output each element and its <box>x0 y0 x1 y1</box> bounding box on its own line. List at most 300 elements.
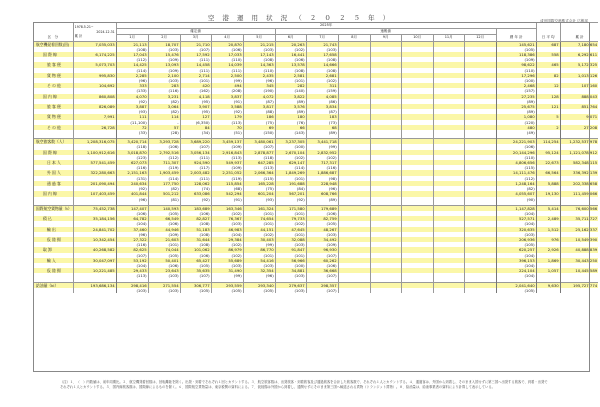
month-value: 3,018,870 <box>116 150 148 155</box>
month-value: 3,480,061 <box>243 139 275 145</box>
month-value: 3,887 <box>116 104 148 109</box>
organization-label: 成田国際空港株式会社 広報部 <box>540 19 588 23</box>
month-value: 66 <box>275 125 306 130</box>
month-value: 18,707 <box>148 41 180 47</box>
year-header: 2025年 <box>116 23 536 29</box>
month-header: 11月 <box>433 35 464 41</box>
month-yoy-ratio: (115) <box>243 176 275 181</box>
month-value: 3,293,728 <box>148 139 180 145</box>
month-header: 4月 <box>211 35 243 41</box>
month-yoy-ratio: (102) <box>243 232 275 237</box>
month-value: 66,549 <box>148 216 180 221</box>
table-row-ratio <box>33 288 598 293</box>
month-value: 647,285 <box>243 160 275 165</box>
daily-average-value: 114,254 <box>536 139 560 145</box>
month-yoy-ratio <box>338 288 370 293</box>
month-value: 924,590 <box>180 160 211 165</box>
cumulative-value: 75,452,738 <box>73 205 116 211</box>
row-label: 日 本 人 <box>33 160 73 165</box>
year-total-value: 2,468 <box>496 83 536 88</box>
month-yoy-ratio: (112) <box>148 155 180 160</box>
cumulative-value: 107,403,459 <box>73 191 116 196</box>
month-value: 171,580 <box>275 205 306 211</box>
month-value: 111 <box>116 114 148 119</box>
month-yoy-ratio <box>401 288 433 293</box>
row-label-blank <box>33 288 73 293</box>
month-yoy-ratio: (103) <box>211 263 243 268</box>
grand-total-value: 202,338,658 <box>560 181 598 186</box>
cumulative-value: 104,692 <box>73 83 116 88</box>
month-value: 31,490 <box>211 268 243 273</box>
grand-total-header: 累 計 <box>560 23 598 42</box>
month-value: 3,837 <box>211 94 243 99</box>
month-yoy-ratio: (76) <box>275 120 306 125</box>
year-total-yoy-ratio: (104) <box>496 263 536 268</box>
daily-average-value: 121 <box>536 104 560 109</box>
month-yoy-ratio: (34) <box>180 130 211 135</box>
month-yoy-ratio: (92) <box>116 186 148 191</box>
year-total-yoy-ratio: (109) <box>496 57 536 62</box>
footnote-line: それぞれ１人とカウントする。５．国内線旅客数は、国際線によるものを除く。６．国際航空貨物量は、東京税関の資料による。７．仮陸揚は外国から到着し、通関せずにそのまま第三国へ輸送される貨物（トランジット貨物）。８．給油量は、給油事業者の資料により計算して表示している。 <box>60 385 495 389</box>
daily-average-value: 66,564 <box>536 170 560 175</box>
month-yoy-ratio: (116) <box>148 88 180 93</box>
month-yoy-ratio: (103) <box>306 232 338 237</box>
month-value: 79,733 <box>275 216 306 221</box>
daily-average-value: 5,414 <box>536 205 560 211</box>
month-yoy-ratio: (88) <box>243 109 275 114</box>
grand-total-value: 5,172,325 <box>560 62 598 67</box>
month-yoy-ratio: (106) <box>275 57 306 62</box>
cumulative-value: 7,991 <box>73 114 116 119</box>
month-yoy-ratio: (86) <box>306 99 338 104</box>
month-value: 3,588 <box>211 104 243 109</box>
month-value: 2,435 <box>243 73 275 78</box>
row-label: 貨 物 便 <box>33 114 73 119</box>
month-header: 6月 <box>275 35 306 41</box>
month-yoy-ratio: (101) <box>243 221 275 226</box>
year-total-yoy-ratio: (112) <box>496 176 536 181</box>
month-yoy-ratio: (108) <box>180 221 211 226</box>
row-label: 貨 物 便 <box>33 73 73 78</box>
year-total-value: 27,235 <box>496 94 536 99</box>
month-yoy-ratio: (100) <box>275 144 306 149</box>
cumulative-header <box>73 23 116 42</box>
month-value: 420 <box>180 83 211 88</box>
month-yoy-ratio: (150) <box>243 130 275 135</box>
daily-average-value: 687 <box>536 41 560 47</box>
daily-average-value: 5,888 <box>536 181 560 186</box>
month-value: 54,416 <box>243 258 275 263</box>
year-total-value: 206,936 <box>496 237 536 242</box>
month-yoy-ratio: (159) <box>306 88 338 93</box>
month-value: 240,634 <box>116 181 148 186</box>
month-yoy-ratio: (106) <box>148 144 180 149</box>
month-yoy-ratio: (105) <box>180 263 211 268</box>
month-value: 128,062 <box>180 181 211 186</box>
year-total-header: 暦 年 計 <box>496 29 536 41</box>
month-yoy-ratio: (96) <box>243 273 275 278</box>
month-value: 17,658 <box>306 52 338 57</box>
month-value: 17,033 <box>211 52 243 57</box>
month-value: 633,086 <box>180 191 211 196</box>
month-yoy-ratio: (108) <box>306 68 338 73</box>
month-yoy-ratio: (102) <box>275 47 306 52</box>
month-yoy-ratio: (131) <box>116 176 148 181</box>
year-total-yoy-ratio: (106) <box>496 144 536 149</box>
month-yoy-ratio: (102) <box>306 155 338 160</box>
month-value: 29,433 <box>116 268 148 273</box>
footnote-line: （注）１．（ ）内数値は、前年同期比。２．航空機発着回数は、回転離陸を除く。出発・到着でそれぞれ１回とカウントする。３．航空旅客数は、出発旅客・到着旅客及び通過旅客を合計した旅客数で、それぞれ１人とカウントする。４．通過客は、外国から到着し、そのまま入国せずに第三国へ出発する旅客で、到着・出発で <box>60 380 548 384</box>
year-total-value: 118,386 <box>496 52 536 57</box>
cumulative-value: 826,089 <box>73 104 116 109</box>
month-yoy-ratio: (143) <box>275 130 306 135</box>
month-yoy-ratio: (11,100) <box>116 120 148 125</box>
month-value: 14,363 <box>243 62 275 67</box>
year-total-value: 145,621 <box>496 41 536 47</box>
year-total-value: 396,153 <box>496 258 536 263</box>
month-value: 165,228 <box>243 181 275 186</box>
year-total-value: 14,111,476 <box>496 170 536 175</box>
month-yoy-ratio: (103) <box>116 288 148 293</box>
month-value: 3,064 <box>148 104 180 109</box>
month-yoy-ratio: (82) <box>148 109 180 114</box>
month-header: 3月 <box>180 35 211 41</box>
month-yoy-ratio: (108) <box>243 57 275 62</box>
month-yoy-ratio: (92) <box>180 197 211 202</box>
month-value: 1,903,459 <box>148 170 180 175</box>
month-yoy-ratio: (108) <box>116 47 148 52</box>
cumulative-blank <box>73 288 116 293</box>
cumulative-value: 26,728 <box>73 125 116 130</box>
month-yoy-ratio: (106) <box>211 47 243 52</box>
row-label: 国 際 線 <box>33 150 73 155</box>
month-value: 29,384 <box>211 237 243 242</box>
grand-total-value: 111,459,066 <box>560 191 598 196</box>
month-yoy-ratio: (107) <box>306 288 338 293</box>
month-value: 31,644 <box>180 237 211 242</box>
month-yoy-ratio: (98) <box>306 176 338 181</box>
month-value: 279,637 <box>275 282 306 288</box>
row-label: 国際航空貨物量（t） <box>33 205 73 211</box>
month-value: 82,827 <box>180 216 211 221</box>
month-yoy-ratio: (105) <box>211 288 243 293</box>
year-total-value: 25,675 <box>496 104 536 109</box>
month-value: 15,476 <box>148 52 180 57</box>
month-yoy-ratio: (109) <box>211 165 243 170</box>
month-yoy-ratio: (101) <box>275 176 306 181</box>
row-label: 仮 陸 揚 <box>33 237 73 242</box>
month-yoy-ratio: (108) <box>275 68 306 73</box>
month-value: 2,670,104 <box>275 150 306 155</box>
month-yoy-ratio: (99) <box>306 144 338 149</box>
preliminary-values-header: 速報値 <box>275 29 496 35</box>
month-yoy-ratio: (92) <box>116 99 148 104</box>
year-total-yoy-ratio: (120) <box>496 120 536 125</box>
month-yoy-ratio: (104) <box>116 221 148 226</box>
month-yoy-ratio: (107) <box>306 273 338 278</box>
year-total-value: 620,257 <box>496 247 536 252</box>
grand-total-blank <box>560 288 598 293</box>
cumulative-value: 40,268,582 <box>73 247 116 252</box>
month-value: 27,322 <box>116 237 148 242</box>
year-total-value: 4,055,607 <box>496 191 536 196</box>
row-label: 輸 入 <box>33 258 73 263</box>
month-value: 115,854 <box>211 181 243 186</box>
month-value: 74,044 <box>148 247 180 252</box>
month-header: 7月 <box>306 35 338 41</box>
month-yoy-ratio: (116) <box>116 242 148 247</box>
month-yoy-ratio: (118) <box>116 144 148 149</box>
year-total-yoy-ratio: (110) <box>496 68 536 73</box>
month-yoy-ratio: (73) <box>306 120 338 125</box>
month-value: 2,151,163 <box>116 170 148 175</box>
month-yoy-ratio: (119) <box>211 176 243 181</box>
month-value: 4,085 <box>306 94 338 99</box>
month-yoy-ratio: (103) <box>148 78 180 83</box>
month-yoy-ratio: (102) <box>275 221 306 226</box>
month-value: 13,578 <box>275 62 306 67</box>
year-total-yoy-ratio: (110) <box>496 155 536 160</box>
row-label: 外 国 人 <box>33 170 73 175</box>
month-value: 21,710 <box>180 41 211 47</box>
year-total-yoy-ratio: (104) <box>496 253 536 258</box>
month-value: 82,759 <box>306 216 338 221</box>
grand-total-value: 25,162,337 <box>560 227 598 232</box>
month-yoy-ratio <box>464 288 496 293</box>
month-value: 2,581 <box>275 73 306 78</box>
month-yoy-ratio: (103) <box>148 273 180 278</box>
daily-average-value: 95,124 <box>536 150 560 155</box>
month-yoy-ratio: (111) <box>180 176 211 181</box>
month-value: 3,420,714 <box>116 139 148 145</box>
month-value: 2,500 <box>211 73 243 78</box>
row-label: そ の 他 <box>33 125 73 130</box>
month-value: 3,817 <box>243 104 275 109</box>
month-value: 21,603 <box>148 237 180 242</box>
month-value: 14,458 <box>180 62 211 67</box>
month-value: 567,201 <box>275 191 306 196</box>
month-yoy-ratio: (93) <box>243 197 275 202</box>
grand-total-value: 582,348,115 <box>560 160 598 165</box>
month-value: 2,003,482 <box>180 170 211 175</box>
cumulative-value: 860,808 <box>73 94 116 99</box>
year-total-yoy-ratio: (105) <box>496 242 536 247</box>
year-total-value: 2,041,640 <box>496 282 536 288</box>
month-value: 401,844 <box>116 191 148 196</box>
month-yoy-ratio: (96) <box>116 232 148 237</box>
month-yoy-ratio: (107) <box>180 144 211 149</box>
year-total-yoy-ratio: (105) <box>496 288 536 293</box>
month-yoy-ratio: (87) <box>306 109 338 114</box>
month-value: 161,324 <box>243 205 275 211</box>
month-value: 2,832,952 <box>306 150 338 155</box>
month-value: 55,689 <box>211 258 243 263</box>
row-label: 国 際 線 <box>33 52 73 57</box>
month-yoy-ratio: (106) <box>148 221 180 226</box>
month-value: 57 <box>148 125 180 130</box>
month-value: 2,878,877 <box>243 150 275 155</box>
month-yoy-ratio: (162) <box>180 88 211 93</box>
cumulative-value: 10,342,454 <box>73 237 116 242</box>
grand-total-value: 30,443,250 <box>560 258 598 263</box>
month-value: 70 <box>211 125 243 130</box>
grand-total-value: 336,392,139 <box>560 170 598 175</box>
month-yoy-ratio: (101) <box>243 211 275 216</box>
year-total-yoy-ratio: (157) <box>496 88 536 93</box>
month-yoy-ratio: (82) <box>148 99 180 104</box>
daily-average-value: 465 <box>536 62 560 67</box>
month-yoy-ratio: (105) <box>148 253 180 258</box>
month-yoy-ratio: (111) <box>211 68 243 73</box>
month-value: 114 <box>148 114 180 119</box>
month-value: 21,215 <box>243 41 275 47</box>
month-header: 2月 <box>148 35 180 41</box>
month-yoy-ratio: (111) <box>180 57 211 62</box>
month-value: 60,262 <box>306 258 338 263</box>
month-yoy-ratio: (103) <box>275 242 306 247</box>
month-yoy-ratio: (101) <box>180 78 211 83</box>
month-header: 8月 <box>338 35 370 41</box>
daily-average-value: 1,869 <box>536 258 560 263</box>
daily-average-value: 19,130 <box>536 191 560 196</box>
daily-average-value: 82 <box>536 73 560 78</box>
month-yoy-ratio: (105) <box>180 288 211 293</box>
month-yoy-ratio: (102) <box>211 253 243 258</box>
month-value: 345 <box>243 83 275 88</box>
row-label: 給油量（kl） <box>33 282 73 288</box>
month-yoy-ratio: (95) <box>180 99 211 104</box>
row-label: 仮 陸 揚 <box>33 268 73 273</box>
month-value: 494 <box>211 83 243 88</box>
cumulative-value: 322,280,663 <box>73 170 116 175</box>
month-value: 282 <box>275 83 306 88</box>
month-value: 82,625 <box>116 247 148 252</box>
year-total-value: 224,104 <box>496 268 536 273</box>
grand-total-value: 40,888,839 <box>560 247 598 252</box>
month-value: 32,354 <box>243 268 275 273</box>
month-yoy-ratio: (51) <box>211 130 243 135</box>
month-value: 183 <box>306 114 338 119</box>
month-yoy-ratio: (106) <box>306 263 338 268</box>
month-yoy-ratio: (113) <box>211 155 243 160</box>
month-value: 17,592 <box>180 52 211 57</box>
grand-total-value: 76,600,566 <box>560 205 598 211</box>
month-value: 629,147 <box>275 160 306 165</box>
month-yoy-ratio: (109) <box>306 242 338 247</box>
daily-average-value: 2 <box>536 125 560 130</box>
month-yoy-ratio: (105) <box>243 288 275 293</box>
daily-average-header: 日 平 均 <box>536 23 560 42</box>
cumulative-label: 累 計 <box>74 33 83 38</box>
month-yoy-ratio: (107) <box>306 253 338 258</box>
month-yoy-ratio: (103) <box>275 273 306 278</box>
year-total-yoy-ratio: (115) <box>496 165 536 170</box>
grand-total-value: 6,292,611 <box>560 52 598 57</box>
month-yoy-ratio: (107) <box>180 273 211 278</box>
month-yoy-ratio: (102) <box>275 155 306 160</box>
row-label: 国 内 線 <box>33 94 73 99</box>
month-yoy-ratio: (116) <box>116 165 148 170</box>
month-yoy-ratio: (108) <box>306 57 338 62</box>
month-value: 2,066,364 <box>243 170 275 175</box>
month-yoy-ratio: (91) <box>211 99 243 104</box>
month-value: 140,593 <box>148 205 180 211</box>
month-value: 21,743 <box>306 41 338 47</box>
month-value: 46,983 <box>211 227 243 232</box>
month-yoy-ratio: (92) <box>275 197 306 202</box>
year-total-value: 1,147,828 <box>496 205 536 211</box>
category-header: 区 分 <box>33 23 73 42</box>
cumulative-value: 201,090,494 <box>73 181 116 186</box>
month-value: 86,979 <box>211 247 243 252</box>
month-yoy-ratio: (102) <box>211 211 243 216</box>
cumulative-value: 1,208,316,075 <box>73 139 116 145</box>
month-value: 34,881 <box>275 268 306 273</box>
year-total-value: 1,248,164 <box>496 181 536 186</box>
month-value: 32,088 <box>275 237 306 242</box>
month-yoy-ratio: (106) <box>306 211 338 216</box>
month-value: 306,777 <box>180 282 211 288</box>
grand-total-value: 851,764 <box>560 104 598 109</box>
month-value: 4,070 <box>116 94 148 99</box>
month-yoy-ratio: (75) <box>243 120 275 125</box>
month-value: 2,100 <box>148 73 180 78</box>
month-value: 180 <box>275 114 306 119</box>
daily-average-value: 12 <box>536 83 560 88</box>
grand-total-value: 10,445,589 <box>560 268 598 273</box>
month-value: 542,294 <box>211 191 243 196</box>
month-value: 13,093 <box>148 62 180 67</box>
month-yoy-ratio: (96) <box>116 78 148 83</box>
year-total-yoy-ratio: (89) <box>496 99 536 104</box>
month-value: 72 <box>116 125 148 130</box>
month-yoy-ratio: (103) <box>306 47 338 52</box>
month-value: 14,425 <box>116 62 148 67</box>
cumulative-value: 7,035,033 <box>73 41 116 47</box>
month-yoy-ratio: (111) <box>180 155 211 160</box>
cumulative-value: 577,541,459 <box>73 160 116 165</box>
month-yoy-ratio: (103) <box>275 288 306 293</box>
month-yoy-ratio: (107) <box>180 47 211 52</box>
row-label: 国 内 線 <box>33 191 73 196</box>
month-value: 711,307 <box>148 160 180 165</box>
month-yoy-ratio: (100) <box>275 263 306 268</box>
month-yoy-ratio: (96) <box>306 186 338 191</box>
year-total-yoy-ratio: (103) <box>496 232 536 237</box>
month-yoy-ratio: (91) <box>211 197 243 202</box>
year-total-yoy-ratio: (104) <box>496 211 536 216</box>
month-value: 30,403 <box>243 237 275 242</box>
month-yoy-ratio: (103) <box>243 47 275 52</box>
daily-average-value: 2,489 <box>536 216 560 221</box>
month-value: 298,357 <box>306 282 338 288</box>
month-yoy-ratio: (113) <box>116 273 148 278</box>
month-yoy-ratio: (110) <box>243 68 275 73</box>
month-yoy-ratio: (110) <box>211 57 243 62</box>
month-value: 65,427 <box>180 258 211 263</box>
year-total-value: 527,571 <box>496 216 536 221</box>
month-yoy-ratio: (113) <box>243 165 275 170</box>
month-yoy-ratio: (81) <box>148 197 180 202</box>
month-value: 20,870 <box>211 41 243 47</box>
month-value: 549,937 <box>211 160 243 165</box>
month-value: 2,285 <box>116 73 148 78</box>
month-yoy-ratio: (6,350) <box>180 120 211 125</box>
year-total-yoy-ratio: (49) <box>496 130 536 135</box>
month-yoy-ratio: (106) <box>148 263 180 268</box>
month-yoy-ratio: (104) <box>211 232 243 237</box>
month-value: 2,916,843 <box>211 150 243 155</box>
